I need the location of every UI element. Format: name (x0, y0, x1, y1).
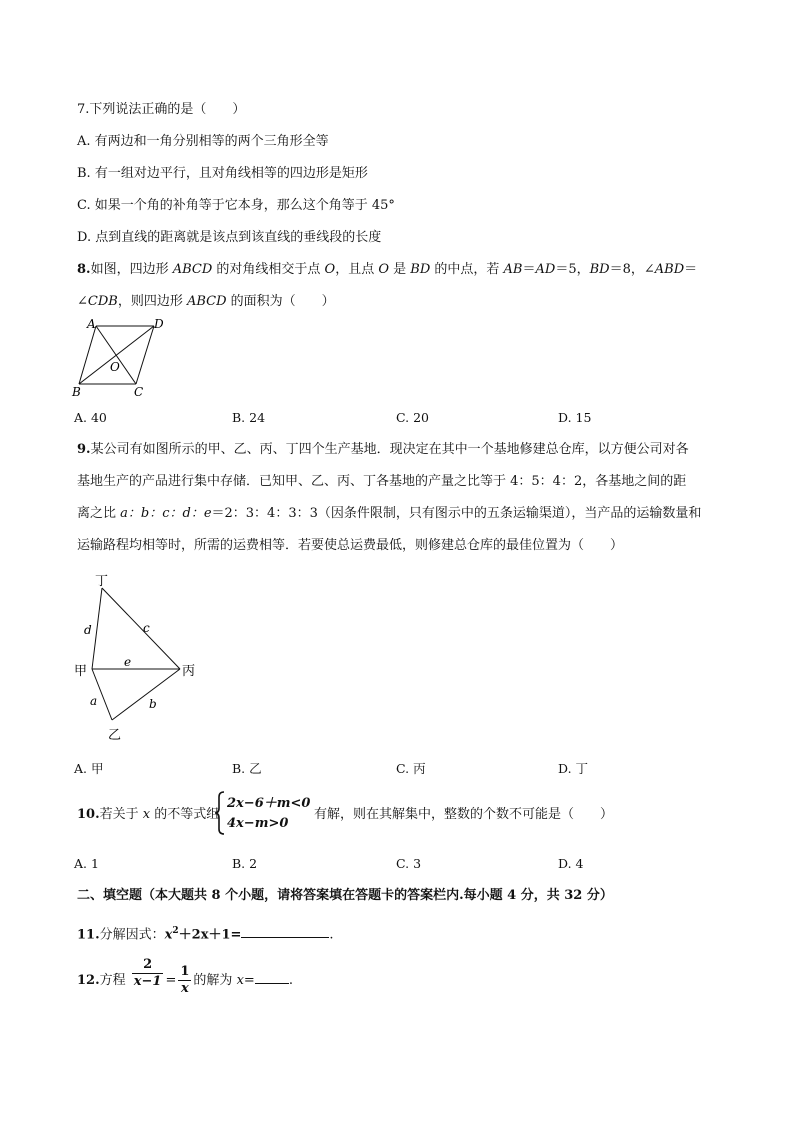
q8-angle-abd: ∠ABD (643, 262, 685, 277)
q9-line4: 运输路程均相等时，所需的运费相等．若要使总运费最低，则修建总仓库的最佳位置为（ ） (77, 538, 624, 553)
q8-parallelogram-figure (66, 314, 176, 400)
q8-option-a: A. 40 (74, 410, 107, 425)
q12-tail: . (288, 973, 293, 988)
q12-text: = (243, 973, 255, 988)
q8-var-ab: AB (503, 262, 523, 277)
q9-option-a: A. 甲 (74, 761, 104, 776)
q11-tail: . (329, 927, 334, 943)
q8-text: 如图，四边形 (90, 262, 173, 277)
q9-number: 9. (77, 442, 91, 457)
q9-text: 离之比 (77, 506, 121, 521)
q8-var-o: O (378, 262, 390, 277)
q8-line1 (77, 261, 697, 279)
q9-label-a: a (90, 694, 98, 708)
q11-expr-rest: ＋2x＋1= (178, 927, 242, 943)
q8-eq: ＝ (522, 262, 536, 277)
q10-brace-icon (214, 790, 226, 836)
q12-line (77, 957, 293, 997)
q8-text: 的对角线相交于点 (212, 262, 325, 277)
q8-var-o: O (324, 262, 336, 277)
q10-var-x: x (142, 807, 151, 822)
q7-option-b: B. 有一组对边平行，且对角线相等的四边形是矩形 (77, 166, 368, 181)
q9-label-b: b (149, 697, 157, 711)
q8-text: ，则四边形 (117, 294, 187, 309)
q9-label-bing: 丙 (182, 664, 196, 679)
q9-label-e: e (124, 655, 132, 669)
q9-vars: a：b：c：d：e (120, 506, 212, 521)
q9-label-ding: 丁 (95, 574, 109, 589)
q8-text: 是 (389, 262, 411, 277)
q7-option-d: D. 点到直线的距离就是该点到该直线的垂线段的长度 (77, 230, 382, 245)
q9-label-d: d (84, 623, 92, 637)
q12-eq: = (165, 973, 177, 988)
q9-network-figure (70, 568, 210, 748)
q9-option-b: B. 乙 (232, 761, 262, 776)
q8-text: 的中点，若 (430, 262, 504, 277)
q12-number: 12. (77, 973, 100, 988)
q8-label-b: B (72, 385, 81, 399)
q9-line3 (77, 505, 701, 523)
q7-option-a: A. 有两边和一角分别相等的两个三角形全等 (77, 134, 329, 149)
q7-stem: 7.下列说法正确的是（ ） (77, 102, 246, 117)
q9-label-yi: 乙 (108, 728, 122, 743)
q8-text: 的面积为（ ） (226, 294, 335, 309)
q12-var-x: x (236, 973, 244, 988)
q11-answer-blank[interactable] (241, 923, 329, 938)
q11-expr-x: x (164, 927, 173, 943)
q8-label-c: C (134, 385, 144, 399)
q10-text: 的不等式组 (150, 807, 220, 822)
q12-text: 方程 (99, 973, 130, 988)
q12-frac2-num: 1 (180, 964, 190, 979)
q10-option-b: B. 2 (232, 856, 258, 871)
q10-inequality-1: 2x−6＋m<0 (227, 796, 311, 811)
q8-var-bd: BD (589, 262, 610, 277)
q9-label-c: c (143, 621, 150, 635)
q9-text: 某公司有如图所示的甲、乙、丙、丁四个生产基地．现决定在其中一个基地修建总仓库，以方便公司对各 (90, 442, 689, 457)
q10-option-c: C. 3 (396, 856, 422, 871)
q10-number: 10. (77, 807, 100, 822)
q10-text-left (77, 806, 219, 824)
q8-text: ，且点 (335, 262, 379, 277)
q10-inequality-2: 4x−m>0 (227, 816, 289, 831)
q8-var-ad: AD (535, 262, 556, 277)
q11-line (77, 922, 334, 944)
q8-option-d: D. 15 (558, 410, 592, 425)
q8-label-d: D (154, 317, 164, 331)
q12-answer-blank[interactable] (255, 969, 289, 984)
q9-line2: 基地生产的产品进行集中存储．已知甲、乙、丙、丁各基地的产量之比等于 4：5：4：2，各基地之间的距 (77, 474, 687, 489)
q9-line1 (77, 441, 689, 459)
q10-text-right: 有解，则在其解集中，整数的个数不可能是（ ） (314, 807, 614, 822)
q12-frac1-den: x−1 (133, 974, 162, 989)
q12-text: 的解为 (193, 973, 237, 988)
q9-text: ＝2：3：4：3：3（因条件限制，只有图示中的五条运输渠道），当产品的运输数量和 (211, 506, 702, 521)
q8-var-abcd: ABCD (172, 262, 213, 277)
q12-frac1-num: 2 (132, 957, 164, 974)
q8-var-abcd: ABCD (186, 294, 227, 309)
q8-option-c: C. 20 (396, 410, 429, 425)
q8-eq: ＝5， (555, 262, 590, 277)
q9-label-jia: 甲 (74, 664, 88, 679)
q10-text: 若关于 (99, 807, 143, 822)
q11-number: 11. (77, 927, 100, 943)
q8-eq: ＝ (684, 262, 698, 277)
q8-line2 (77, 293, 335, 311)
q8-option-b: B. 24 (232, 410, 266, 425)
q10-option-d: D. 4 (558, 856, 584, 871)
q7-option-c: C. 如果一个角的补角等于它本身，那么这个角等于 45° (77, 198, 395, 213)
section2-title: 二、填空题（本大题共 8 个小题，请将答案填在答题卡的答案栏内.每小题 4 分，共 32 分） (77, 888, 613, 903)
q8-var-bd: BD (410, 262, 431, 277)
q9-option-c: C. 丙 (396, 761, 426, 776)
q11-expr-sup: 2 (172, 926, 179, 936)
q12-fraction-2 (178, 964, 191, 997)
q8-label-o: O (110, 360, 120, 374)
q8-label-a: A (87, 317, 96, 331)
q8-number: 8. (77, 262, 91, 277)
q12-fraction-1 (132, 957, 164, 990)
q8-angle-cdb: ∠CDB (77, 294, 118, 309)
q9-option-d: D. 丁 (558, 761, 589, 776)
q8-eq: ＝8， (609, 262, 644, 277)
q12-frac2-den: x (181, 981, 189, 996)
q11-text: 分解因式： (99, 927, 165, 943)
q10-option-a: A. 1 (74, 856, 99, 871)
